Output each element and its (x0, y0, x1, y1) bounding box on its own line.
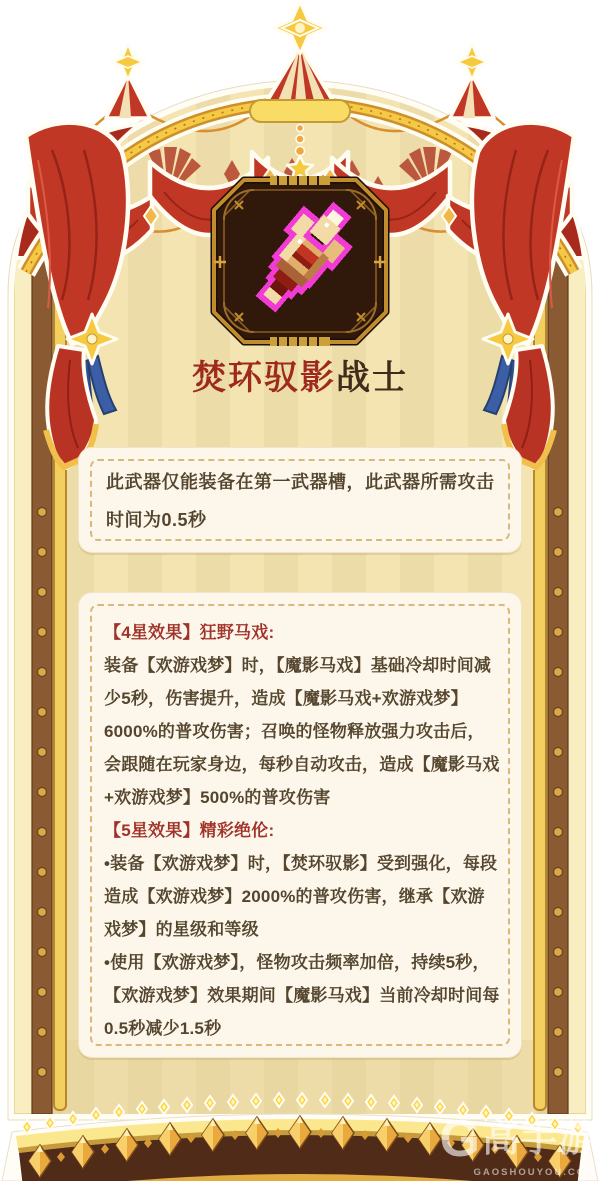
effect-5star-bullet-2: •使用【欢游戏梦】，怪物攻击频率加倍，持续5秒，【欢游戏梦】效果期间【魔影马戏】当前冷却时间每0.5秒减少1.5秒 (104, 953, 500, 1038)
watermark-site-url: GAOSHOUYOU.COM (473, 1166, 596, 1178)
weapon-effects-panel (78, 592, 522, 1058)
right-tent-peak (450, 44, 494, 118)
weapon-icon-frame (210, 176, 390, 346)
weapon-title (0, 350, 600, 398)
watermark-logo-icon: G (439, 1109, 480, 1168)
effect-5star-header: 【5星效果】精彩绝伦: (104, 821, 275, 840)
weapon-title-highlight: 焚环驭影 (192, 358, 336, 397)
left-tent-peak (106, 44, 150, 118)
rivets-left (38, 508, 47, 1077)
weapon-title-suffix: 战士 (336, 358, 408, 397)
top-star (274, 2, 326, 54)
pixel-claw-weapon-icon (210, 176, 390, 346)
effect-5star-bullet-1: •装备【欢游戏梦】时，【焚环驭影】受到强化，每段造成【欢游戏梦】2000%的普攻伤害，继承【欢游戏梦】的星级和等级 (104, 854, 498, 939)
watermark-site-name: 高手游 (482, 1118, 596, 1159)
weapon-restriction-text: 此武器仅能装备在第一武器槽，此武器所需攻击时间为0.5秒 (106, 472, 495, 530)
rivets-right (554, 508, 563, 1077)
site-watermark (418, 1109, 596, 1178)
effect-4star-header: 【4星效果】狂野马戏: (104, 623, 275, 642)
effect-4star-description: 装备【欢游戏梦】时，【魔影马戏】基础冷却时间减少5秒，伤害提升，造成【魔影马戏+欢游戏梦】6000%的普攻伤害；召唤的怪物释放强力攻击后，会跟随在玩家身边，每秒自动攻击，造成【魔影马戏+欢游戏梦】500%的普攻伤害 (104, 656, 500, 807)
weapon-restriction-panel (78, 447, 522, 553)
